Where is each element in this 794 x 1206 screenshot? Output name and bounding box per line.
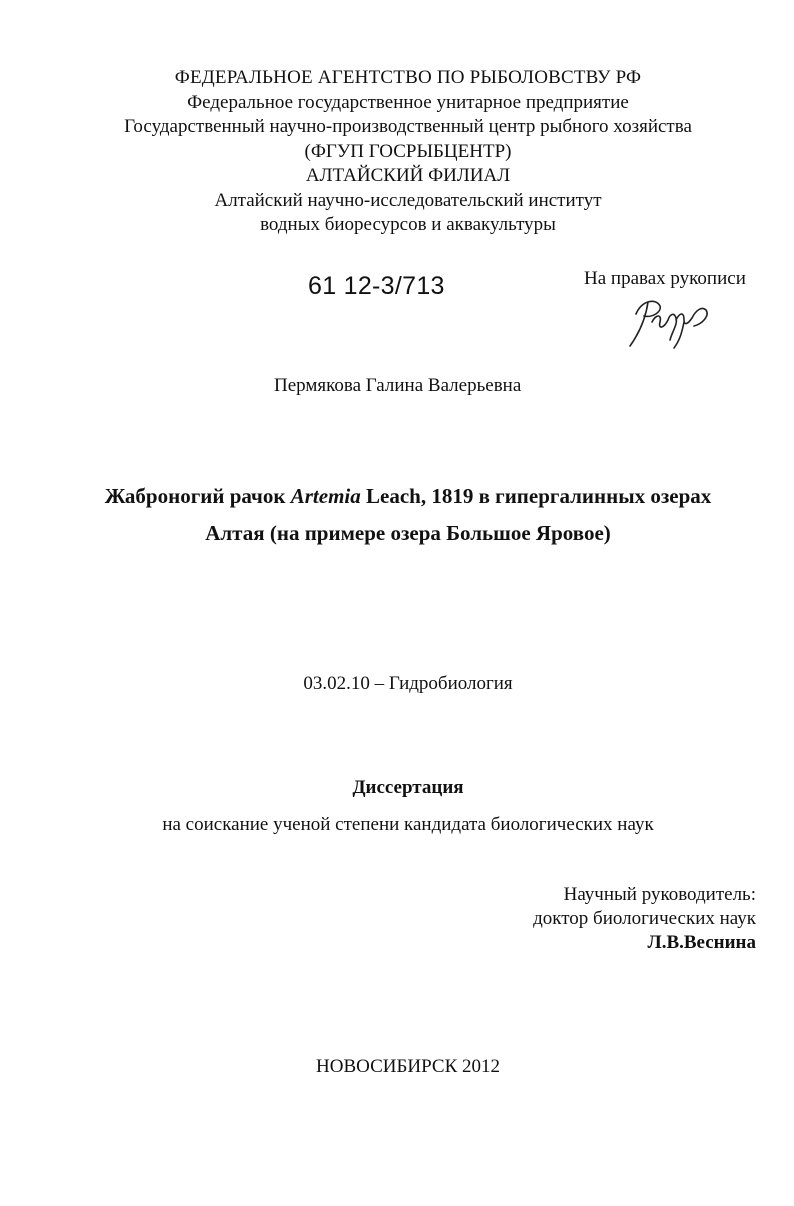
enterprise-type: Федеральное государственное унитарное предприятие [187, 91, 629, 113]
dissertation-label: Диссертация [352, 777, 464, 798]
supervisor-role: Научный руководитель: [563, 884, 756, 905]
manuscript-rights: На правах рукописи [584, 268, 746, 289]
city-year: НОВОСИБИРСК 2012 [316, 1056, 500, 1077]
branch-name: АЛТАЙСКИЙ ФИЛИАЛ [305, 165, 511, 186]
specialty-code: 03.02.10 – Гидробиология [303, 673, 513, 694]
supervisor-block [533, 883, 756, 955]
center-name: Государственный научно-производственный центр рыбного хозяйства [124, 116, 692, 137]
institution-header [0, 66, 794, 238]
signature-icon [622, 292, 714, 352]
title-line-1 [0, 478, 794, 515]
institute-name-line1: Алтайский научно-исследовательский институт [214, 189, 602, 211]
supervisor-degree: доктор биологических наук [533, 908, 756, 929]
agency-name: ФЕДЕРАЛЬНОЕ АГЕНТСТВО ПО РЫБОЛОВСТВУ РФ [174, 67, 642, 88]
supervisor-name: Л.В.Веснина [647, 932, 756, 953]
center-abbreviation: (ФГУП ГОСРЫБЦЕНТР) [304, 140, 512, 162]
title-line-1-end: Leach, 1819 в гипергалинных озерах [360, 484, 712, 508]
dissertation-title [0, 478, 794, 552]
degree-statement: на соискание ученой степени кандидата биологических наук [162, 814, 654, 835]
title-line-2: Алтая (на примере озера Большое Яровое) [205, 521, 611, 545]
title-genus: Artemia [290, 484, 361, 508]
institute-name-line2: водных биоресурсов и аквакультуры [260, 214, 556, 235]
title-line-1-start: Жаброногий рачок [104, 484, 291, 508]
catalog-code: 61 12-3/713 [308, 272, 445, 300]
author-name: Пермякова Галина Валерьевна [274, 375, 522, 396]
